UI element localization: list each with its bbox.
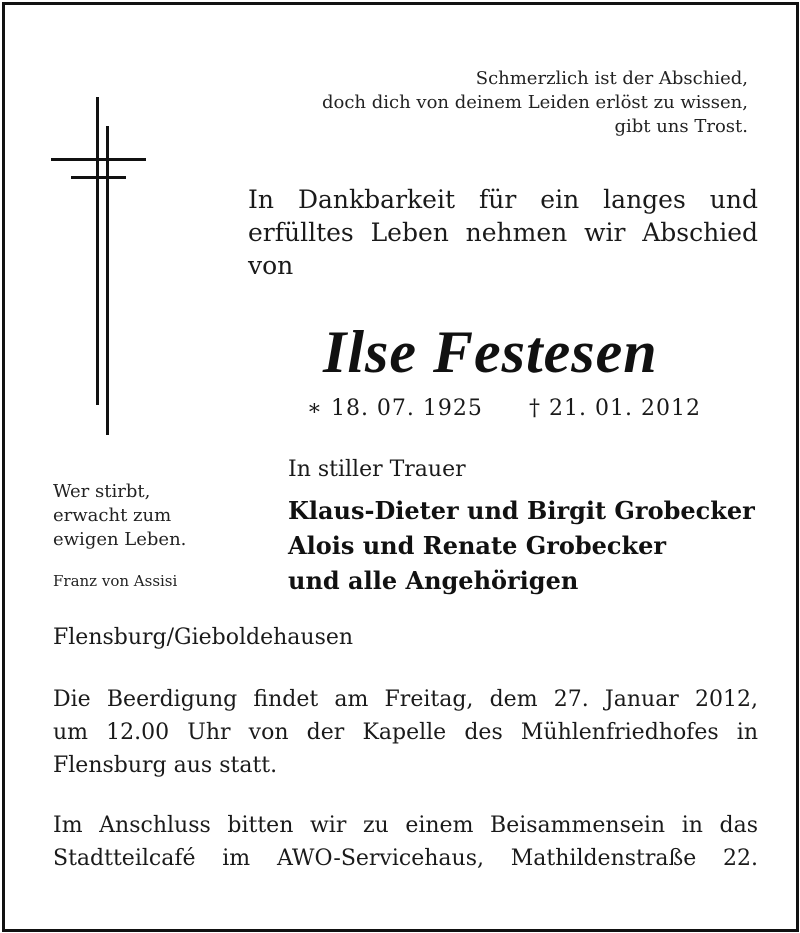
funeral-notice <box>53 683 758 782</box>
birth-date: ∗ 18. 07. 1925 <box>307 396 483 421</box>
place: Flensburg/Gieboldehausen <box>53 625 354 650</box>
mourner-line: Alois und Renate Grobecker <box>288 531 667 560</box>
motto-line: Schmerzlich ist der Abschied, <box>475 68 748 89</box>
mourner-line: Klaus-Dieter und Birgit Grobecker <box>288 496 755 525</box>
cross-vertical-bar-right <box>106 126 109 435</box>
intro-line: von <box>248 251 294 280</box>
cross-horizontal-bar-top <box>51 158 146 161</box>
intro-line: erfülltes Leben nehmen wir Abschied <box>248 218 758 247</box>
cross-horizontal-bar-bottom <box>71 176 126 179</box>
quote-line: ewigen Leben. <box>53 529 187 550</box>
cross-vertical-bar-left <box>96 97 99 405</box>
funeral-line: um 12.00 Uhr von der Kapelle des Mühlenfriedhofes in <box>53 720 758 745</box>
motto-line: gibt uns Trost. <box>614 116 748 137</box>
funeral-line: Die Beerdigung findet am Freitag, dem 27. Januar 2012, <box>53 687 758 712</box>
mourning-heading: In stiller Trauer <box>288 457 466 482</box>
mourner-line: und alle Angehörigen <box>288 566 579 595</box>
mourners-list <box>288 493 755 598</box>
quote-author: Franz von Assisi <box>53 572 178 590</box>
motto-line: doch dich von deinem Leiden erlöst zu wissen, <box>321 92 748 113</box>
motto <box>188 67 748 139</box>
quote <box>53 480 186 552</box>
quote-line: erwacht zum <box>53 505 172 526</box>
intro-line: In Dankbarkeit für ein langes und <box>248 185 758 214</box>
obituary-frame <box>2 2 799 932</box>
funeral-line: Flensburg aus statt. <box>53 753 278 778</box>
death-date: † 21. 01. 2012 <box>529 396 701 421</box>
intro-text <box>248 183 758 282</box>
gathering-line: Stadtteilcafé im AWO-Servicehaus, Mathildenstraße 22. <box>53 846 758 871</box>
quote-line: Wer stirbt, <box>53 481 151 502</box>
gathering-line: Im Anschluss bitten wir zu einem Beisammensein in das <box>53 813 758 838</box>
deceased-name: Ilse Festesen <box>323 319 658 385</box>
gathering-notice <box>53 809 758 875</box>
